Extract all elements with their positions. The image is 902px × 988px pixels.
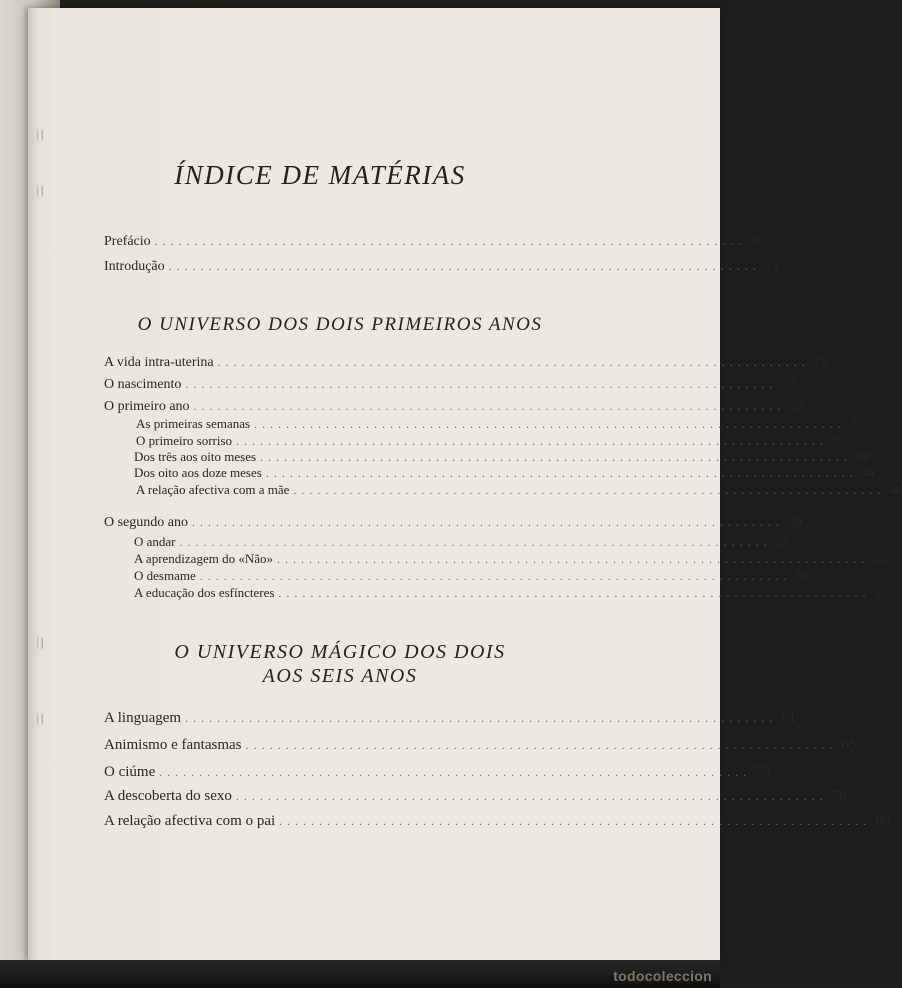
staple — [37, 712, 43, 726]
toc-entry — [104, 788, 847, 808]
toc-label: A educação dos esfíncteres — [134, 585, 275, 600]
leader-dots: .......................................................................... — [260, 450, 853, 464]
leader-dots: .......................................................................... — [276, 552, 869, 566]
toc-label: O primeiro ano — [104, 399, 190, 414]
toc-label: O nascimento — [104, 377, 182, 392]
toc-label: O desmame — [134, 568, 196, 583]
toc-page-number: 55 — [872, 551, 886, 566]
toc-label: Prefácio — [104, 234, 151, 249]
toc-label: O ciúme — [104, 764, 156, 780]
toc-label: Dos oito aos doze meses — [134, 465, 262, 480]
leader-dots: .......................................................................... — [193, 399, 786, 413]
page-title: ÍNDICE DE MATÉRIAS — [174, 160, 466, 190]
leader-dots: .......................................................................... — [192, 515, 784, 529]
leader-dots: .......................................................................... — [265, 466, 858, 480]
toc-label: As primeiras semanas — [136, 416, 251, 431]
toc-page-number: 80 — [875, 813, 891, 829]
section-title: O UNIVERSO DOS DOIS PRIMEIROS ANOS — [137, 314, 543, 335]
leader-dots: .......................................................................... — [199, 569, 792, 583]
toc-subentry — [136, 482, 902, 502]
toc-page-number: 76 — [831, 788, 847, 804]
toc-label: A vida intra-uterina — [104, 355, 214, 370]
toc-label: Introdução — [104, 259, 165, 274]
toc-label: A descoberta do sexo — [104, 788, 232, 804]
toc-entry — [104, 377, 796, 397]
toc-entry — [104, 710, 797, 730]
toc-page-number: 38 — [856, 449, 870, 464]
toc-page-number: 19 — [813, 355, 828, 370]
table-surface — [0, 960, 720, 988]
toc-page-number: 65 — [841, 737, 857, 753]
toc-entry — [104, 813, 891, 833]
toc-label: O segundo ano — [104, 515, 188, 530]
toc-label: A aprendizagem do «Não» — [134, 551, 273, 566]
toc-page-number: 44 — [861, 465, 875, 480]
toc-page-number: 57 — [874, 585, 888, 600]
leader-dots: .......................................................................... — [235, 789, 828, 803]
leader-dots: .......................................................................... — [217, 355, 810, 369]
leader-dots: .......................................................................... — [168, 259, 761, 273]
toc-label: A relação afectiva com o pai — [104, 813, 276, 829]
toc-page-number: 61 — [781, 710, 797, 726]
toc-label: Dos três aos oito meses — [134, 449, 257, 464]
section-title: AOS SEIS ANOS — [262, 665, 418, 687]
toc-entry — [104, 259, 779, 279]
toc-page-number: 52 — [775, 534, 789, 549]
toc-page-number: 9 — [750, 234, 758, 249]
toc-entry — [104, 764, 771, 784]
staple — [37, 128, 43, 142]
toc-label: A relação afectiva com a mãe — [136, 482, 290, 497]
toc-entry — [104, 737, 857, 757]
toc-page-number: 13 — [764, 259, 779, 274]
section-title: O UNIVERSO MÁGICO DOS DOIS — [174, 641, 506, 663]
toc-page-number: 33 — [832, 433, 846, 448]
toc-entry — [104, 355, 828, 375]
leader-dots: .......................................................................... — [245, 738, 838, 752]
leader-dots: .......................................................................... — [236, 434, 829, 448]
watermark: todocoleccion — [613, 968, 712, 984]
toc-page-number: 50 — [788, 515, 802, 530]
toc-entry — [104, 515, 802, 535]
toc-page-number: 44 — [889, 482, 902, 497]
toc-page-number: 56 — [795, 568, 809, 583]
leader-dots: .......................................................................... — [159, 765, 752, 779]
leader-dots: .......................................................................... — [279, 814, 872, 828]
leader-dots: .......................................................................... — [278, 586, 871, 600]
toc-page-number: 73 — [755, 764, 771, 780]
leader-dots: .......................................................................... — [179, 535, 772, 549]
toc-label: O andar — [134, 534, 176, 549]
leader-dots: .......................................................................... — [154, 234, 747, 248]
toc-label: A linguagem — [104, 710, 182, 726]
leader-dots: .......................................................................... — [293, 483, 886, 497]
toc-entry — [104, 234, 758, 254]
toc-label: Animismo e fantasmas — [104, 737, 242, 753]
toc-page-number: 23 — [781, 377, 796, 392]
toc-label: O primeiro sorriso — [136, 433, 233, 448]
toc-page-number: 25 — [850, 416, 864, 431]
leader-dots: .......................................................................... — [185, 377, 778, 391]
toc-page-number: 25 — [789, 399, 804, 414]
leader-dots: .......................................................................... — [185, 711, 778, 725]
staple — [37, 636, 43, 650]
leader-dots: .......................................................................... — [254, 417, 847, 431]
toc-subentry — [134, 585, 888, 605]
